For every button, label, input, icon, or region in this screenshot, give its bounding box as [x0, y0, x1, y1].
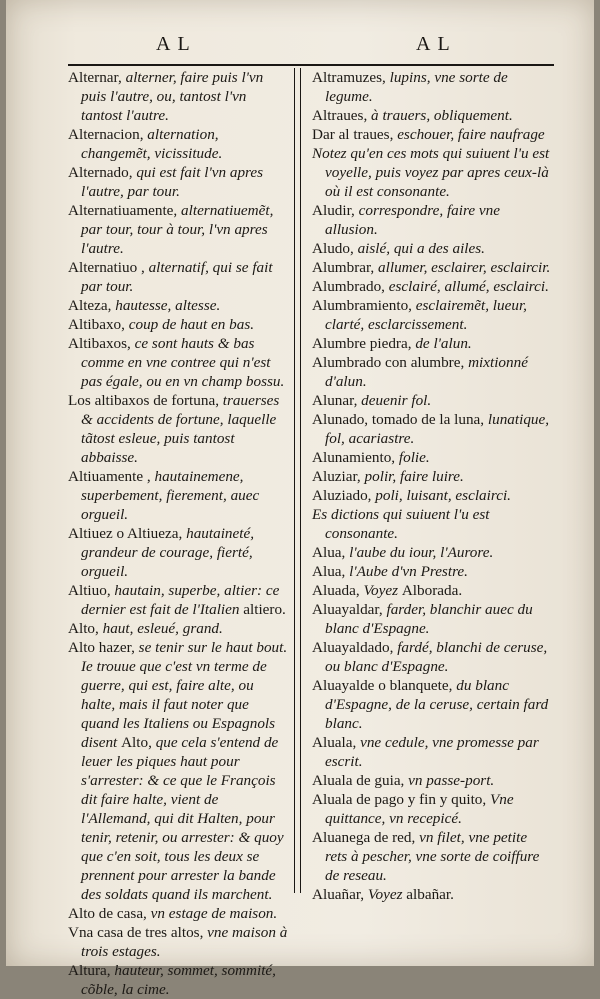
- entry-definition: esclairemẽt, lueur, clarté, esclarcissement.: [325, 297, 527, 333]
- entry-definition: vne maison à trois estages.: [81, 924, 288, 960]
- dictionary-entry: [312, 676, 552, 733]
- entry-headword: Altura,: [68, 962, 115, 979]
- dictionary-entry: [68, 68, 290, 125]
- dictionary-entry: [312, 790, 552, 828]
- entry-headword: Aluala,: [312, 734, 361, 751]
- entry-headword: Aluayaldado,: [312, 639, 398, 656]
- dictionary-entry: [312, 144, 552, 201]
- dictionary-entry: [68, 524, 290, 581]
- entry-headword: Alto,: [68, 620, 103, 637]
- entry-definition: Notez qu'en ces mots qui suiuent l'u est voyelle, puis voyez par apres ceux-là où il est consonante.: [312, 145, 550, 200]
- dictionary-entry: [68, 125, 290, 163]
- dictionary-entry: [312, 391, 552, 410]
- entry-definition: lunatique, fol, acariastre.: [325, 411, 550, 447]
- entry-definition: alternatiuemẽt, par tour, tour à tour, l'vn apres l'autre.: [81, 202, 274, 257]
- entry-headword: Alteza,: [68, 297, 116, 314]
- dictionary-entry: [312, 771, 552, 790]
- entry-headword: Altiuamente ,: [68, 468, 155, 485]
- entry-definition: poli, luisant, esclairci.: [375, 487, 511, 504]
- column-divider: [294, 68, 301, 893]
- entry-headword: Alumbre piedra,: [312, 335, 416, 352]
- entry-definition: que cela s'entend de leuer les piques haut pour s'arrester: & ce que le François dit faire halte, vient de l'Allemand, qui dit Halten, pour tenir, retenir, ou arrester: & quoy que c'en soit, tous les deux se prennent pour arrester la bande des soldats quand ils marchent.: [81, 734, 284, 903]
- entry-definition: vne cedule, vne promesse par escrit.: [325, 734, 539, 770]
- entry-headword: Los altibaxos de fortuna,: [68, 392, 223, 409]
- dictionary-entry: [312, 448, 552, 467]
- entry-headword: Alumbramiento,: [312, 297, 416, 314]
- entry-definition: folie.: [398, 449, 430, 466]
- dictionary-entry: [68, 163, 290, 201]
- entry-headword: Alua,: [312, 544, 350, 561]
- entry-headword: Alto,: [121, 734, 152, 751]
- entry-headword: Aluayalde o blanquete,: [312, 677, 457, 694]
- entry-headword: Aludo,: [312, 240, 358, 257]
- header-guideword-left: AL: [156, 33, 197, 55]
- entry-definition: deuenir fol.: [361, 392, 432, 409]
- dictionary-entry: [312, 410, 552, 448]
- entry-definition: eschouer, faire naufrage: [397, 126, 545, 143]
- dictionary-entry: [312, 353, 552, 391]
- entry-definition: Es dictions qui suiuent l'u est consonante.: [312, 506, 490, 542]
- entry-definition: ce sont hauts & bas comme en vne contree qui n'est pas égale, ou en vn champ bossu.: [81, 335, 285, 390]
- entry-definition: hautainemene, superbement, fierement, auec orgueil.: [81, 468, 260, 523]
- entry-definition: fardé, blanchi de ceruse, ou blanc d'Espagne.: [325, 639, 548, 675]
- entry-headword: Alternado,: [68, 164, 137, 181]
- entry-headword: Alumbrar,: [312, 259, 379, 276]
- entry-headword: Alunar,: [312, 392, 362, 409]
- entry-headword: Alternar,: [68, 69, 126, 86]
- dictionary-entry: [312, 562, 552, 581]
- entry-headword: altiero.: [243, 601, 286, 618]
- entry-definition: hautaineté, grandeur de courage, fierté, orgueil.: [81, 525, 254, 580]
- dictionary-entry: [312, 885, 552, 904]
- entry-headword: Altraues,: [312, 107, 372, 124]
- dictionary-entry: [312, 296, 552, 334]
- entry-definition: farder, blanchir auec du blanc d'Espagne.: [325, 601, 533, 637]
- entry-headword: Altibaxo,: [68, 316, 129, 333]
- entry-definition: Voyez: [363, 582, 402, 599]
- right-column: [312, 68, 552, 904]
- entry-headword: Alunado, tomado de la luna,: [312, 411, 488, 428]
- dictionary-entry: [312, 733, 552, 771]
- entry-definition: esclairé, allumé, esclairci.: [388, 278, 549, 295]
- entry-headword: Alto hazer,: [68, 639, 139, 656]
- left-column: [68, 68, 290, 999]
- entry-definition: qui est fait l'vn apres l'autre, par tour.: [81, 164, 264, 200]
- entry-definition: vn estage de maison.: [150, 905, 278, 922]
- entry-headword: Aluada,: [312, 582, 364, 599]
- entry-definition: à trauers, obliquement.: [371, 107, 513, 124]
- entry-headword: Aluala de pago y fin y quito,: [312, 791, 490, 808]
- dictionary-entry: [68, 258, 290, 296]
- entry-headword: Aluziar,: [312, 468, 365, 485]
- entry-headword: Aluala de guia,: [312, 772, 409, 789]
- dictionary-entry: [68, 391, 290, 467]
- entry-definition: correspondre, faire vne allusion.: [325, 202, 500, 238]
- dictionary-entry: [312, 505, 552, 543]
- dictionary-entry: [312, 239, 552, 258]
- dictionary-entry: [312, 334, 552, 353]
- entry-definition: Voyez: [367, 886, 407, 903]
- dictionary-entry: [312, 277, 552, 296]
- entry-headword: Alumbrado,: [312, 278, 389, 295]
- dictionary-entry: [312, 486, 552, 505]
- entry-headword: Alternatiuo ,: [68, 259, 149, 276]
- dictionary-entry: [68, 334, 290, 391]
- entry-definition: hautesse, altesse.: [115, 297, 221, 314]
- dictionary-entry: [312, 258, 552, 277]
- dictionary-entry: [68, 638, 290, 904]
- entry-definition: coup de haut en bas.: [128, 316, 255, 333]
- entry-headword: Alternatiuamente,: [68, 202, 182, 219]
- dictionary-page: [6, 0, 594, 998]
- entry-definition: haut, esleué, grand.: [102, 620, 223, 637]
- entry-definition: se tenir sur le haut bout. Ie trouue que c'est vn terme de guerre, qui est, faire alte, ou halte, mais il faut noter que quand les Italiens ou Espagnols disent: [81, 639, 288, 751]
- entry-definition: du blanc d'Espagne, de la ceruse, certain fard blanc.: [325, 677, 549, 732]
- entry-definition: lupins, vne sorte de legume.: [325, 69, 508, 105]
- dictionary-entry: [68, 923, 290, 961]
- entry-definition: vn passe-port.: [408, 772, 495, 789]
- dictionary-entry: [68, 619, 290, 638]
- entry-headword: Aluziado,: [312, 487, 376, 504]
- entry-definition: de l'alun.: [415, 335, 472, 352]
- dictionary-entry: [312, 600, 552, 638]
- entry-definition: allumer, esclairer, esclaircir.: [378, 259, 551, 276]
- dictionary-entry: [68, 201, 290, 258]
- dictionary-entry: [68, 315, 290, 334]
- entry-definition: vn filet, vne petite rets à pescher, vne sorte de coiffure de reseau.: [325, 829, 540, 884]
- dictionary-entry: [312, 106, 552, 125]
- dictionary-entry: [68, 581, 290, 619]
- dictionary-entry: [312, 467, 552, 486]
- entry-headword: Altramuzes,: [312, 69, 390, 86]
- entry-headword: Dar al traues,: [312, 126, 398, 143]
- entry-definition: Vne quittance, vn recepicé.: [325, 791, 514, 827]
- entry-headword: albañar.: [406, 886, 454, 903]
- dictionary-entry: [312, 68, 552, 106]
- entry-definition: alternation, changemẽt, vicissitude.: [81, 126, 223, 162]
- entry-definition: l'Aube d'vn Prestre.: [349, 563, 468, 580]
- entry-headword: Alumbrado con alumbre,: [312, 354, 469, 371]
- entry-headword: Altiuo,: [68, 582, 115, 599]
- dictionary-entry: [68, 296, 290, 315]
- entry-definition: alterner, faire puis l'vn puis l'autre, ou, tantost l'vn tantost l'autre.: [81, 69, 264, 124]
- entry-definition: mixtionné d'alun.: [325, 354, 528, 390]
- entry-headword: Alunamiento,: [312, 449, 399, 466]
- entry-headword: Altiuez o Altiueza,: [68, 525, 187, 542]
- entry-headword: Altibaxos,: [68, 335, 135, 352]
- entry-headword: Alto de casa,: [68, 905, 151, 922]
- entry-headword: Aludir,: [312, 202, 359, 219]
- dictionary-entry: [312, 201, 552, 239]
- dictionary-entry: [312, 125, 552, 144]
- entry-definition: hautain, superbe, altier: ce dernier est fait de l'Italien: [81, 582, 280, 618]
- entry-headword: Vna casa de tres altos,: [68, 924, 208, 941]
- dictionary-entry: [312, 581, 552, 600]
- entry-headword: Alternacion,: [68, 126, 148, 143]
- entry-definition: polir, faire luire.: [364, 468, 464, 485]
- entry-headword: Aluayaldar,: [312, 601, 387, 618]
- dictionary-entry: [312, 638, 552, 676]
- dictionary-entry: [68, 904, 290, 923]
- entry-headword: Alua,: [312, 563, 350, 580]
- entry-definition: l'aube du iour, l'Aurore.: [349, 544, 494, 561]
- entry-headword: Alborada.: [401, 582, 463, 599]
- entry-headword: Aluanega de red,: [312, 829, 420, 846]
- header-guideword-right: AL: [416, 33, 457, 55]
- entry-definition: trauerses & accidents de fortune, laquelle tãtost esleue, puis tantost abbaisse.: [81, 392, 280, 466]
- dictionary-entry: [312, 828, 552, 885]
- entry-definition: hauteur, sommet, sommité, cõble, la cime.: [81, 962, 276, 998]
- dictionary-entry: [312, 543, 552, 562]
- entry-definition: alternatif, qui se fait par tour.: [81, 259, 273, 295]
- dictionary-entry: [68, 961, 290, 999]
- dictionary-entry: [68, 467, 290, 524]
- entry-headword: Aluañar,: [312, 886, 368, 903]
- entry-definition: aislé, qui a des ailes.: [357, 240, 485, 257]
- running-header: [68, 32, 554, 66]
